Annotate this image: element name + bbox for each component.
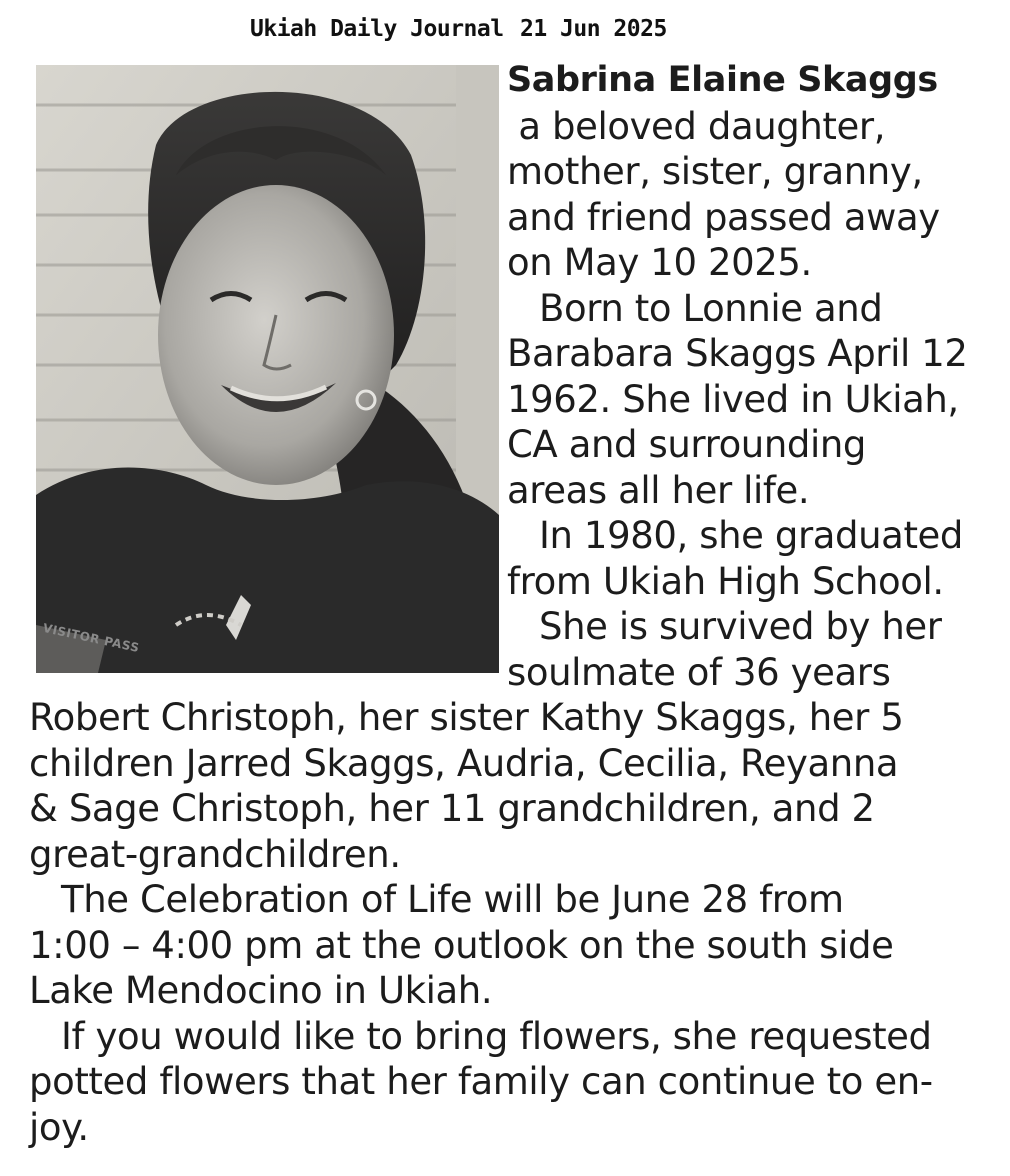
obituary-line: a beloved daughter, xyxy=(507,104,886,148)
deceased-name: Sabrina Elaine Skaggs xyxy=(507,60,938,100)
obituary-line: CA and surrounding xyxy=(507,423,867,466)
obituary-line: Born to Lonnie and xyxy=(539,286,883,330)
obituary-line: great-grandchildren. xyxy=(29,832,401,876)
obituary-line: The Celebration of Life will be June 28 from xyxy=(61,878,844,921)
obituary-line: 1962. She lived in Ukiah, xyxy=(507,377,959,421)
obituary-line: from Ukiah High School. xyxy=(507,559,944,603)
masthead xyxy=(0,16,1010,48)
obituary-line: children Jarred Skaggs, Audria, Cecilia, Reyanna xyxy=(29,741,899,785)
obituary-line: She is survived by her xyxy=(539,605,942,648)
visitor-pass-badge: VISITOR PASS xyxy=(41,620,141,656)
obituary-line: Barabara Skaggs April 12 xyxy=(507,332,968,375)
obituary-line: and friend passed away xyxy=(507,195,940,239)
portrait-photo-icon xyxy=(36,65,499,673)
obituary-line: Robert Christoph, her sister Kathy Skaggs, her 5 xyxy=(29,696,904,739)
obituary-line: Lake Mendocino in Ukiah. xyxy=(29,969,493,1012)
obituary-line: & Sage Christoph, her 11 grandchildren, and 2 xyxy=(29,787,875,830)
obituary-line: 1:00 – 4:00 pm at the outlook on the south side xyxy=(29,923,894,967)
obituary-line: soulmate of 36 years xyxy=(507,650,891,694)
obituary-line: In 1980, she graduated xyxy=(539,514,963,557)
obituary-line: joy. xyxy=(29,1105,89,1149)
obituary-line: areas all her life. xyxy=(507,468,810,512)
obituary-line: on May 10 2025. xyxy=(507,241,812,284)
obituary-line: potted flowers that her family can continue to en- xyxy=(29,1060,933,1103)
obituary-continuation xyxy=(29,695,1004,1150)
publication-date: 21 Jun 2025 xyxy=(520,16,667,42)
portrait-photo xyxy=(36,65,499,673)
obituary-column xyxy=(507,58,1002,695)
newspaper-name: Ukiah Daily Journal xyxy=(250,16,504,42)
obituary-line: mother, sister, granny, xyxy=(507,150,923,193)
obituary-line: If you would like to bring flowers, she requested xyxy=(61,1014,932,1058)
